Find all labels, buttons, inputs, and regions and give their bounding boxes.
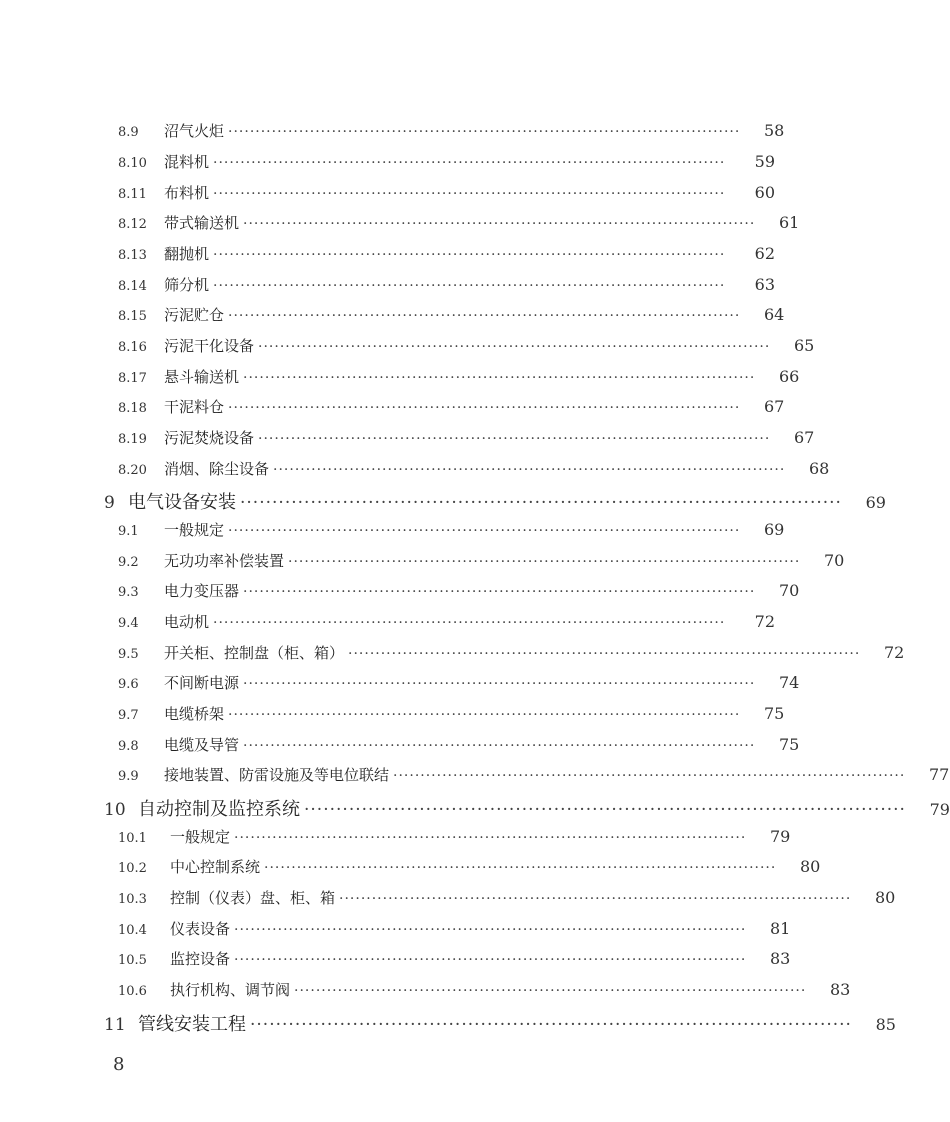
entry-page: 60 xyxy=(754,183,775,202)
entry-page: 68 xyxy=(808,459,830,478)
toc-entry[interactable] xyxy=(0,672,800,702)
entry-number: 8.11 xyxy=(118,187,147,202)
entry-number: 9.4 xyxy=(118,616,139,631)
dot-leader: ······························································································ xyxy=(213,615,726,631)
dot-leader: ······························································································ xyxy=(304,800,906,820)
entry-number: 8.9 xyxy=(118,125,139,140)
entry-title: 开关柜、控制盘（柜、箱） xyxy=(164,644,345,662)
entry-number: 9.5 xyxy=(118,647,139,662)
toc-entry[interactable] xyxy=(0,703,785,733)
chapter-page: 85 xyxy=(875,1015,896,1034)
toc-entry[interactable] xyxy=(0,458,830,488)
dot-leader: ······························································································ xyxy=(228,400,741,416)
toc-entry[interactable] xyxy=(0,335,815,365)
entry-number: 8.10 xyxy=(118,156,147,171)
entry-page: 67 xyxy=(793,428,815,447)
entry-title: 仪表设备 xyxy=(170,920,231,938)
entry-number: 8.14 xyxy=(118,279,147,294)
dot-leader: ······························································································ xyxy=(258,339,771,355)
entry-number: 10.3 xyxy=(118,892,147,907)
toc-entry[interactable] xyxy=(0,948,791,978)
entry-title: 电缆桥架 xyxy=(164,705,225,723)
dot-leader: ······························································································ xyxy=(234,952,747,968)
entry-number: 9.6 xyxy=(118,677,139,692)
entry-page: 83 xyxy=(829,980,851,999)
dot-leader: ······························································································ xyxy=(348,646,861,662)
entry-page: 72 xyxy=(754,612,775,631)
toc-entry[interactable] xyxy=(0,212,800,242)
toc-entry[interactable] xyxy=(0,396,785,426)
entry-title: 接地装置、防雷设施及等电位联结 xyxy=(164,766,390,784)
toc-entry[interactable] xyxy=(0,856,821,886)
entry-title: 布料机 xyxy=(164,184,210,202)
toc-entry[interactable] xyxy=(0,243,775,273)
dot-leader: ······························································································ xyxy=(228,707,741,723)
entry-title: 筛分机 xyxy=(164,276,210,294)
entry-title: 沼气火炬 xyxy=(164,122,225,140)
entry-title: 污泥干化设备 xyxy=(164,337,255,355)
toc-entry[interactable] xyxy=(0,580,800,610)
entry-title: 电缆及导管 xyxy=(164,736,240,754)
toc-entry[interactable] xyxy=(0,519,785,549)
toc-entry[interactable] xyxy=(0,427,815,457)
entry-title: 翻抛机 xyxy=(164,245,210,263)
dot-leader: ······························································································ xyxy=(243,738,756,754)
entry-title: 电力变压器 xyxy=(164,582,240,600)
entry-number: 10.5 xyxy=(118,953,147,968)
entry-title: 不间断电源 xyxy=(164,674,240,692)
dot-leader: ······························································································ xyxy=(234,830,747,846)
entry-title: 一般规定 xyxy=(170,828,231,846)
dot-leader: ······························································································ xyxy=(213,247,726,263)
entry-page: 80 xyxy=(874,888,896,907)
toc-entry[interactable] xyxy=(0,182,775,212)
dot-leader: ······························································································ xyxy=(339,891,852,907)
dot-leader: ······························································································ xyxy=(243,676,756,692)
chapter-page: 69 xyxy=(865,493,886,512)
entry-page: 75 xyxy=(763,704,785,723)
entry-number: 10.4 xyxy=(118,923,147,938)
entry-number: 10.6 xyxy=(118,984,147,999)
entry-page: 75 xyxy=(778,735,800,754)
dot-leader: ······························································································ xyxy=(243,584,756,600)
toc-entry[interactable] xyxy=(0,734,800,764)
entry-title: 监控设备 xyxy=(170,950,231,968)
toc-entry[interactable] xyxy=(0,918,791,948)
entry-page: 66 xyxy=(778,367,800,386)
dot-leader: ······························································································ xyxy=(228,308,741,324)
chapter-number: 10 xyxy=(104,800,126,820)
dot-leader: ······························································································ xyxy=(228,124,741,140)
toc-entry[interactable] xyxy=(0,120,785,150)
dot-leader: ······························································································ xyxy=(273,462,786,478)
entry-number: 9.7 xyxy=(118,708,139,723)
dot-leader: ······························································································ xyxy=(243,370,756,386)
toc-entry[interactable] xyxy=(0,642,905,672)
entry-number: 9.1 xyxy=(118,524,139,539)
entry-page: 81 xyxy=(769,919,791,938)
entry-page: 79 xyxy=(769,827,791,846)
entry-title: 干泥料仓 xyxy=(164,398,225,416)
dot-leader: ······························································································ xyxy=(294,983,807,999)
entry-number: 9.2 xyxy=(118,555,139,570)
entry-title: 中心控制系统 xyxy=(170,858,261,876)
toc-entry[interactable] xyxy=(0,887,896,917)
entry-title: 污泥焚烧设备 xyxy=(164,429,255,447)
entry-title: 消烟、除尘设备 xyxy=(164,460,270,478)
chapter-title: 管线安装工程 xyxy=(138,1014,246,1035)
chapter-number: 9 xyxy=(104,493,115,513)
entry-number: 10.1 xyxy=(118,831,147,846)
entry-title: 悬斗输送机 xyxy=(164,368,240,386)
toc-entry[interactable] xyxy=(0,826,791,856)
dot-leader: ······························································································ xyxy=(243,216,756,232)
dot-leader: ······························································································ xyxy=(250,1015,852,1035)
entry-number: 8.20 xyxy=(118,463,147,478)
entry-number: 9.8 xyxy=(118,739,139,754)
dot-leader: ······························································································ xyxy=(288,554,801,570)
toc-entry[interactable] xyxy=(0,274,775,304)
toc-entry[interactable] xyxy=(0,550,845,580)
entry-title: 混料机 xyxy=(164,153,210,171)
entry-number: 10.2 xyxy=(118,861,147,876)
entry-page: 65 xyxy=(793,336,815,355)
toc-entry[interactable] xyxy=(0,979,851,1009)
entry-page: 70 xyxy=(778,581,800,600)
entry-page: 74 xyxy=(778,673,800,692)
entry-page: 62 xyxy=(754,244,775,263)
chapter-title: 电气设备安装 xyxy=(128,492,236,513)
dot-leader: ······························································································ xyxy=(264,860,777,876)
entry-page: 72 xyxy=(883,643,905,662)
entry-page: 83 xyxy=(769,949,791,968)
entry-page: 80 xyxy=(799,857,821,876)
entry-number: 9.9 xyxy=(118,769,139,784)
entry-page: 59 xyxy=(754,152,775,171)
toc-chapter[interactable] xyxy=(0,488,886,518)
dot-leader: ······························································································ xyxy=(228,523,741,539)
dot-leader: ······························································································ xyxy=(240,493,842,513)
page-number: 8 xyxy=(113,1054,125,1075)
entry-number: 8.12 xyxy=(118,217,147,232)
entry-title: 执行机构、调节阀 xyxy=(170,981,291,999)
toc-chapter[interactable] xyxy=(0,795,950,825)
entry-page: 77 xyxy=(928,765,950,784)
dot-leader: ······························································································ xyxy=(234,922,747,938)
chapter-page: 79 xyxy=(929,800,950,819)
dot-leader: ······························································································ xyxy=(213,155,726,171)
dot-leader: ······························································································ xyxy=(213,278,726,294)
entry-page: 58 xyxy=(763,121,785,140)
entry-page: 63 xyxy=(754,275,775,294)
toc-entry[interactable] xyxy=(0,304,785,334)
entry-number: 9.3 xyxy=(118,585,139,600)
entry-number: 8.17 xyxy=(118,371,147,386)
entry-number: 8.16 xyxy=(118,340,147,355)
dot-leader: ······························································································ xyxy=(213,186,726,202)
entry-title: 一般规定 xyxy=(164,521,225,539)
dot-leader: ······························································································ xyxy=(258,431,771,447)
entry-number: 8.19 xyxy=(118,432,147,447)
entry-page: 64 xyxy=(763,305,785,324)
entry-title: 电动机 xyxy=(164,613,210,631)
entry-title: 带式输送机 xyxy=(164,214,240,232)
entry-page: 67 xyxy=(763,397,785,416)
toc-entry[interactable] xyxy=(0,366,800,396)
toc-entry[interactable] xyxy=(0,151,775,181)
chapter-title: 自动控制及监控系统 xyxy=(138,799,300,820)
entry-number: 8.15 xyxy=(118,309,147,324)
entry-page: 61 xyxy=(778,213,800,232)
entry-number: 8.13 xyxy=(118,248,147,263)
entry-number: 8.18 xyxy=(118,401,147,416)
entry-page: 69 xyxy=(763,520,785,539)
toc-chapter[interactable] xyxy=(0,1010,896,1040)
toc-entry[interactable] xyxy=(0,764,950,794)
entry-page: 70 xyxy=(823,551,845,570)
dot-leader: ······························································································ xyxy=(393,768,906,784)
toc-entry[interactable] xyxy=(0,611,775,641)
chapter-number: 11 xyxy=(104,1015,126,1035)
entry-title: 无功功率补偿装置 xyxy=(164,552,285,570)
entry-title: 控制（仪表）盘、柜、箱 xyxy=(170,889,336,907)
entry-title: 污泥贮仓 xyxy=(164,306,225,324)
